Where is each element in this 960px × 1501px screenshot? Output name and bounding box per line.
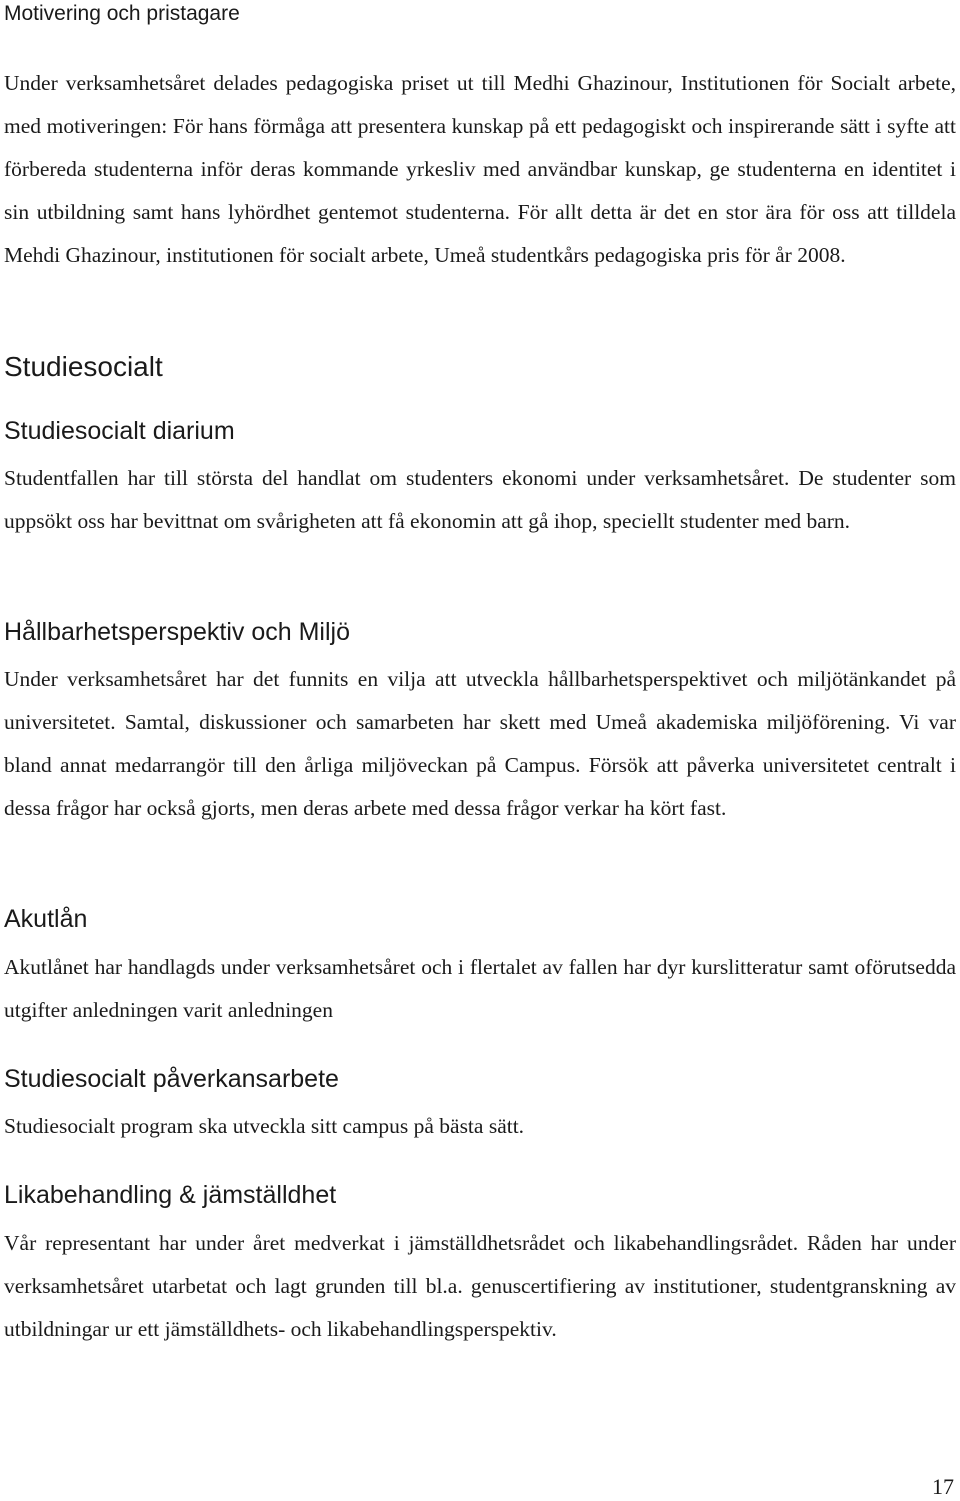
section-heading-studiesocialt: Studiesocialt bbox=[4, 351, 163, 382]
paragraph-paverkan: Studiesocialt program ska utveckla sitt campus på bästa sätt. bbox=[4, 1114, 525, 1138]
paragraph-hallbarhet: Under verksamhetsåret har det funnits en vilja att utveckla hållbarhetsperspektivet och miljötänkandet på universitetet. Samtal, diskussioner och samarbeten har skett med Umeå akademiska miljöförening. Vi var bland annat medarrangör till den årliga miljöveckan på Campus. Försök att påverka universitetet centralt i dessa frågor har också gjorts, men deras arbete med dessa frågor verkar ha kört fast. bbox=[4, 667, 956, 820]
paragraph-diarium: Studentfallen har till största del handlat om studenters ekonomi under verksamhetsåret. De studenter som uppsökt oss har bevittnat om svårigheten att få ekonomin att gå ihop, speciellt studenter med barn. bbox=[4, 466, 956, 533]
section-heading-akutlan: Akutlån bbox=[4, 905, 88, 933]
page-number: 17 bbox=[932, 1474, 954, 1499]
section-heading-diarium: Studiesocialt diarium bbox=[4, 417, 235, 445]
section-heading-likabehandling: Likabehandling & jämställdhet bbox=[4, 1181, 337, 1209]
section-heading-hallbarhet: Hållbarhetsperspektiv och Miljö bbox=[4, 618, 350, 646]
paragraph-motivering: Under verksamhetsåret delades pedagogiska priset ut till Medhi Ghazinour, Institutionen för Socialt arbete, med motiveringen: För hans förmåga att presentera kunskap på ett pedagogiskt och inspirerande sätt i syfte att förbereda studenterna inför deras kommande yrkesliv med användbar kunskap, ge studenterna en identitet i sin utbildning samt hans lyhördhet gentemot studenterna. För allt detta är det en stor ära för oss att tilldela Mehdi Ghazinour, institutionen för socialt arbete, Umeå studentkårs pedagogiska pris för år 2008. bbox=[4, 71, 956, 267]
section-heading-paverkan: Studiesocialt påverkansarbete bbox=[4, 1065, 339, 1093]
paragraph-likabehandling: Vår representant har under året medverkat i jämställdhetsrådet och likabehandlingsrådet. Råden har under verksamhetsåret utarbetat och lagt grunden till bl.a. genuscertifiering av institutioner, studentgranskning av utbildningar ur ett jämställdhets- och likabehandlingsperspektiv. bbox=[4, 1231, 956, 1341]
paragraph-akutlan: Akutlånet har handlagds under verksamhetsåret och i flertalet av fallen har dyr kurslitteratur samt oförutsedda utgifter anledningen varit anledningen bbox=[4, 955, 956, 1022]
section-heading-motivering: Motivering och pristagare bbox=[4, 2, 240, 25]
